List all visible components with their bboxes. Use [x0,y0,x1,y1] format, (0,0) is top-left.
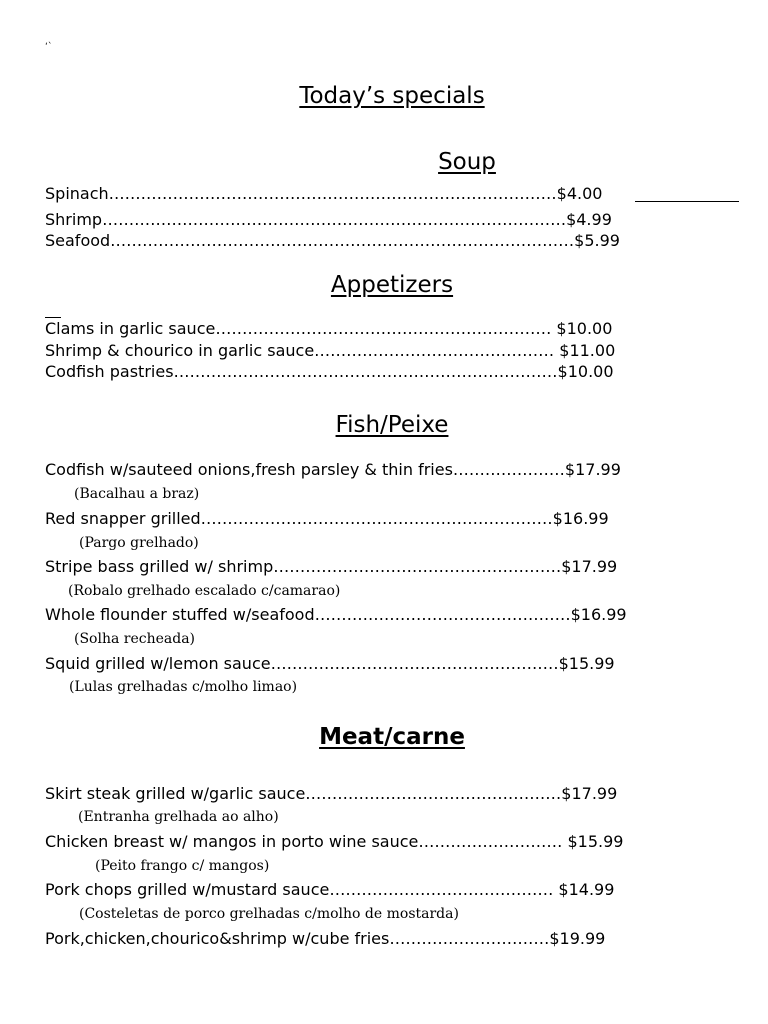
menu-item-translation: (Robalo grelhado escalado c/camarao) [68,583,341,599]
menu-item: Codfish pastries………………………………………………………………$10.00 [45,362,614,381]
page-title: Today’s specials [299,83,485,109]
menu-item: Seafood……………………………………………………………………………$5.99 [45,231,620,250]
menu-item-translation: (Costeletas de porco grelhadas c/molho de mostarda) [79,906,459,922]
section-heading-appetizers: Appetizers [330,272,454,298]
menu-item-translation: (Peito frango c/ mangos) [95,858,270,874]
menu-item: Pork chops grilled w/mustard sauce…………………………………… $14.99 [45,880,615,899]
menu-item: Spinach…………………………………………………………………………$4.00 [45,184,603,203]
section-heading-soup: Soup [438,149,496,175]
stray-mark: ‘` [45,42,53,52]
menu-item: Shrimp……………………………………………………………………………$4.99 [45,210,612,229]
menu-item: Clams in garlic sauce……………………………………………………… $10.00 [45,319,613,338]
menu-item: Shrimp & chourico in garlic sauce……………………………………… $11.00 [45,341,616,360]
section-heading-fish: Fish/Peixe [335,412,449,438]
menu-item: Squid grilled w/lemon sauce………………………………………………$15.99 [45,654,615,673]
menu-item: Codfish w/sauteed onions,fresh parsley & thin fries…………………$17.99 [45,460,621,479]
overline-mark [45,317,61,318]
underline-rule [635,201,739,202]
menu-item-translation: (Entranha grelhada ao alho) [78,809,279,825]
section-heading-meat: Meat/carne [319,724,465,750]
menu-item-translation: (Solha recheada) [74,631,196,647]
menu-item: Stripe bass grilled w/ shrimp………………………………………………$17.99 [45,557,618,576]
menu-item-translation: (Bacalhau a braz) [74,486,200,502]
menu-item: Pork,chicken,chourico&shrimp w/cube fries…………………………$19.99 [45,929,606,948]
menu-item-translation: (Lulas grelhadas c/molho limao) [69,679,298,695]
menu-item: Whole flounder stuffed w/seafood…………………………………………$16.99 [45,605,627,624]
menu-item: Chicken breast w/ mangos in porto wine sauce……………………… $15.99 [45,832,624,851]
menu-item: Red snapper grilled…………………………………………………………$16.99 [45,509,609,528]
menu-item: Skirt steak grilled w/garlic sauce…………………………………………$17.99 [45,784,618,803]
menu-item-translation: (Pargo grelhado) [79,535,199,551]
